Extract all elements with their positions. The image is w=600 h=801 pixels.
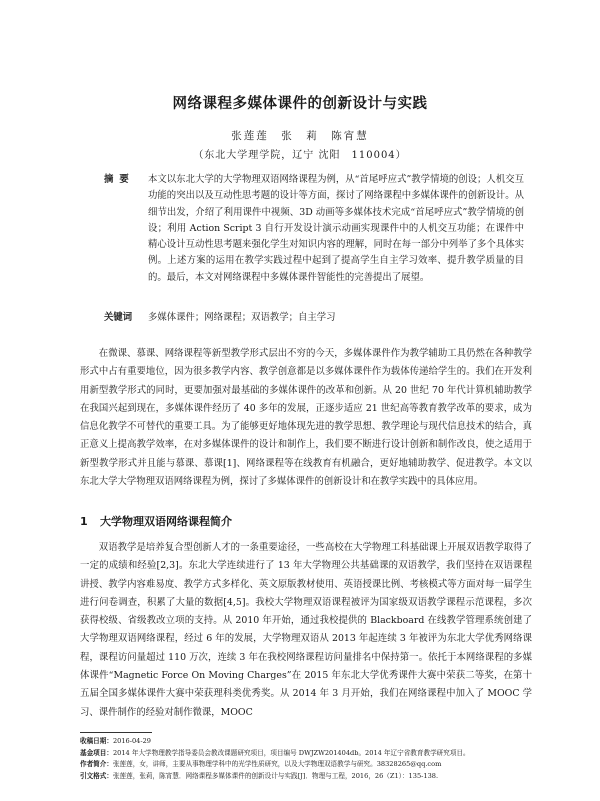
section-title: 大学物理双语网络课程简介: [100, 515, 232, 528]
intro-paragraph: 在微课、慕课、网络课程等新型教学形式层出不穷的今天，多媒体课件作为教学辅助工具仍然在各种教学形式中占有重要地位，因为很多教学内容、教学创意都是以多媒体课件作为载体传递给学生的。我们在开发利用新型教学形式的同时，更要加强对最基础的多媒体课件的改革和创新。从 20 世纪 70 年代计算机辅助教学在我国兴起到现在，多媒体课件经历了 40 多年的发展，正逐步适应 21 世纪高等教育教学改革的要求，成为信息化教学不可替代的重要工具。为了能够更好地体现先进的教学思想、教学理论与现代信息技术的结合，真正意义上提高教学效率，在对多媒体课件的设计和制作上，我们要不断进行设计创新和制作改良，使之适用于新型教学形式并且能与慕课、慕课[1]、网络课程等在线教育有机融合，更好地辅助教学、促进教学。本文以东北大学大学物理双语网络课程为例，探讨了多媒体课件的创新设计和在教学实践中的具体应用。: [80, 348, 532, 488]
keywords-text: 多媒体课件；网络课程；双语教学；自主学习: [148, 312, 336, 323]
keywords-label: 关键词: [104, 312, 133, 323]
section-heading: [80, 513, 232, 529]
affiliation: （东北大学理学院，辽宁 沈阳 110004）: [193, 150, 407, 161]
section-number: 1: [80, 515, 88, 528]
abstract-text: 本文以东北大学的大学物理双语网络课程为例，从“首尾呼应式”教学情境的创设；人机交互功能的突出以及互动性思考题的设计等方面，探讨了网络课程中多媒体课件的创新设计。从细节出发，介绍了利用课件中视频、3D 动画等多媒体技术完成“首尾呼应式”教学情境的创设；利用 Action Script 3 自行开发设计演示动画实现课件中的人机交互功能；在课件中精心设计互动性思考题来强化学生对知识内容的理解，同时在每一部分中列举了多个具体实例。上述方案的运用在教学实践过程中起到了提高学生自主学习效率、提升教学质量的目的。最后，本文对网络课程中多媒体课件智能性的完善提出了展望。: [148, 174, 524, 283]
abstract-block: [104, 172, 524, 286]
footnote-received: 收稿日期：2016-04-29: [80, 737, 151, 745]
footnote-author-bio: 作者简介：张莲莲，女，讲师，主要从事物理学科中的光学性质研究，以及大学物理双语教学与研究。38328265@qq.com: [80, 760, 442, 769]
footnote-funding: 基金项目：2014 年大学物理教学指导委员会教改课题研究项目，项目编号 DWJZW201404db。2014 年辽宁省教育教学研究项目。: [80, 748, 470, 757]
paper-title: 网络课程多媒体课件的创新设计与实践: [172, 96, 428, 112]
footnotes: [80, 736, 532, 782]
footnote-divider: [80, 732, 152, 733]
author-list: 张莲莲 张 莉 陈宵慧: [231, 130, 369, 142]
section-paragraph: 双语教学是培养复合型创新人才的一条重要途径，一些高校在大学物理工科基础课上开展双语教学取得了一定的成绩和经验[2,3]。东北大学连续进行了 13 年大学物理公共基础课的双语教学，我们坚持在双语课程讲授、教学内容难易度、教学方式多样化、英文原版教材使用、英语授课比例、考核模式等方面对每一届学生进行问卷调查，积累了大量的数据[4,5]。我校大学物理双语课程被评为国家级双语教学课程示范课程，多次获得校级、省级教改立项的支持。从 2010 年开始，通过我校提供的 Blackboard 在线教学管理系统创建了大学物理双语网络课程，经过 6 年的发展，大学物理双语从 2013 年起连续 3 年被评为东北大学优秀网络课程，课程访问量超过 110 万次，连续 3 年在我校网络课程访问量排名中保持第一。依托于本网络课程的多媒体课件“Magnetic Force On Moving Charges”在 2015 年东北大学优秀课件大赛中荣获二等奖，在第十五届全国多媒体课件大赛中荣获理科类优秀奖。从 2014 年 3 月开始，我们在网络课程中加入了 MOOC 学习、课件制作的经验对制作微课，MOOC: [80, 542, 532, 718]
keywords-block: [104, 309, 524, 323]
footnote-citation: 引文格式：张莲莲，张莉，陈宵慧．网络课程多媒体课件的创新设计与实践[J]．物理与工程，2016，26（Z1）：135-138.: [80, 771, 439, 780]
abstract-label: 摘要: [104, 174, 135, 185]
